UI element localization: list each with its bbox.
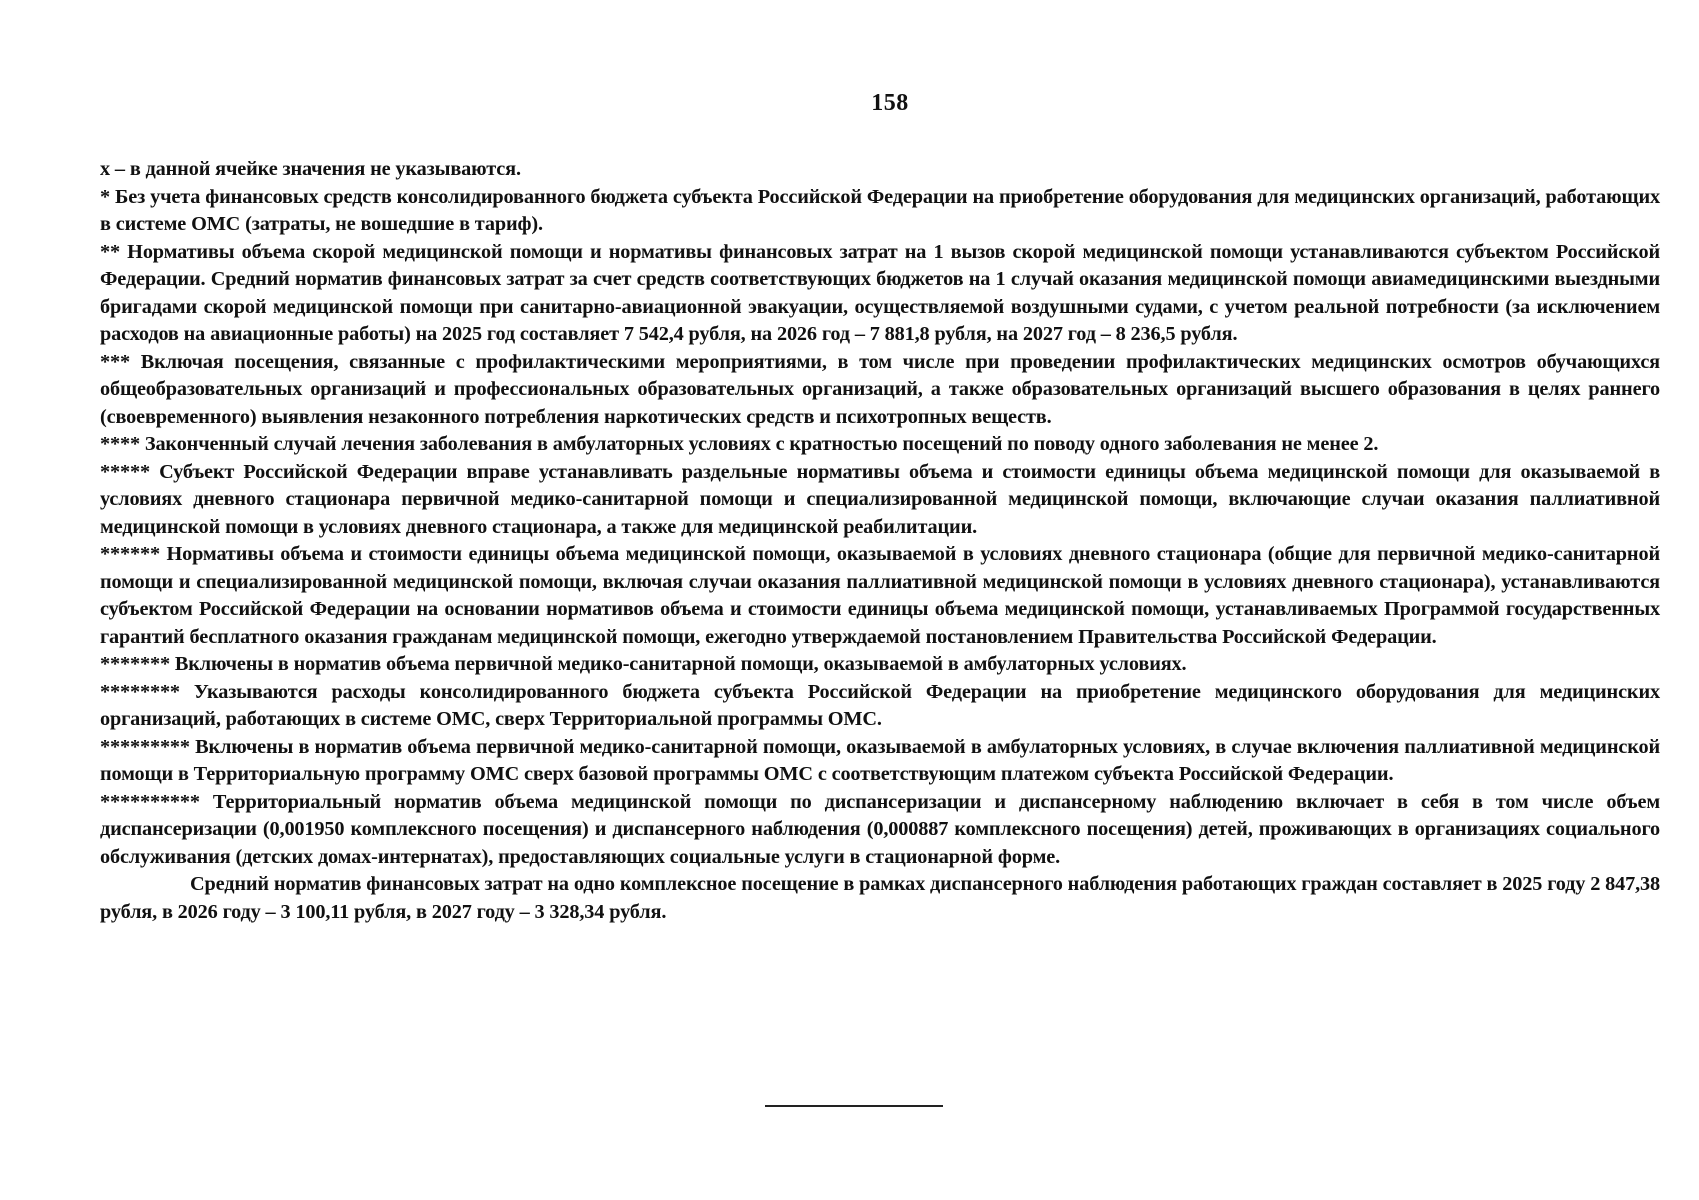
footnote-7: ******* Включены в норматив объема первичной медико-санитарной помощи, оказываемой в амбулаторных условиях. xyxy=(100,653,1187,675)
footnote-2: ** Нормативы объема скорой медицинской помощи и нормативы финансовых затрат на 1 вызов скорой медицинской помощи устанавливаются субъектом Российской Федерации. Средний норматив финансовых затрат за счет средств соответствующих бюджетов на 1 случай оказания медицинской помощи авиамедицинскими выездными бригадами скорой медицинской помощи при санитарно-авиационной эвакуации, осуществляемой воздушными судами, с учетом реальной потребности (за исключением расходов на авиационные работы) на 2025 год составляет 7 542,4 рубля, на 2026 год – 7 881,8 рубля, на 2027 год – 8 236,5 рубля. xyxy=(100,240,1660,345)
footnote-9: ********* Включены в норматив объема первичной медико-санитарной помощи, оказываемой в амбулаторных условиях, в случае включения паллиативной медицинской помощи в Территориальную программу ОМС сверх базовой программы ОМС с соответствующим платежом субъекта Российской Федерации. xyxy=(100,735,1660,785)
footnote-6: ****** Нормативы объема и стоимости единицы объема медицинской помощи, оказываемой в условиях дневного стационара (общие для первичной медико-санитарной помощи и специализированной медицинской помощи, включая случаи оказания паллиативной медицинской помощи в условиях дневного стационара), устанавливаются субъектом Российской Федерации на основании нормативов объема и стоимости единицы объема медицинской помощи, устанавливаемых Программой государственных гарантий бесплатного оказания гражданам медицинской помощи, ежегодно утверждаемой постановлением Правительства Российской Федерации. xyxy=(100,543,1660,648)
footnote-8: ******** Указываются расходы консолидированного бюджета субъекта Российской Федерации на приобретение медицинского оборудования для медицинских организаций, работающих в системе ОМС, сверх Территориальной программы ОМС. xyxy=(100,680,1660,730)
footnote-10: ********** Территориальный норматив объема медицинской помощи по диспансеризации и диспансерному наблюдению включает в себя в том числе объем диспансеризации (0,001950 комплексного посещения) и диспансерного наблюдения (0,000887 комплексного посещения) детей, проживающих в организациях социального обслуживания (детских домах-интернатах), предоставляющих социальные услуги в стационарной форме. xyxy=(100,790,1660,868)
footnote-1: * Без учета финансовых средств консолидированного бюджета субъекта Российской Федерации на приобретение оборудования для медицинских организаций, работающих в системе ОМС (затраты, не вошедшие в тариф). xyxy=(100,185,1660,235)
page-number: 158 xyxy=(871,90,909,116)
end-of-document-rule xyxy=(765,1105,943,1107)
closing-paragraph: Средний норматив финансовых затрат на одно комплексное посещение в рамках диспансерного наблюдения работающих граждан составляет в 2025 году 2 847,38 рубля, в 2026 году – 3 100,11 рубля, в 2027 году – 3 328,34 рубля. xyxy=(100,873,1660,923)
footnote-5: ***** Субъект Российской Федерации вправе устанавливать раздельные нормативы объема и стоимости единицы объема медицинской помощи для оказываемой в условиях дневного стационара первичной медико-санитарной помощи и специализированной медицинской помощи, включающие случаи оказания паллиативной медицинской помощи в условиях дневного стационара, а также для медицинской реабилитации. xyxy=(100,460,1660,538)
footnotes-block xyxy=(100,156,1660,926)
footnote-4: **** Законченный случай лечения заболевания в амбулаторных условиях с кратностью посещений по поводу одного заболевания не менее 2. xyxy=(100,433,1379,455)
footnote-x: х – в данной ячейке значения не указываются. xyxy=(100,158,521,180)
footnote-3: *** Включая посещения, связанные с профилактическими мероприятиями, в том числе при проведении профилактических медицинских осмотров обучающихся общеобразовательных организаций и профессиональных образовательных организаций, а также образовательных организаций высшего образования в целях раннего (своевременного) выявления незаконного потребления наркотических средств и психотропных веществ. xyxy=(100,350,1660,428)
